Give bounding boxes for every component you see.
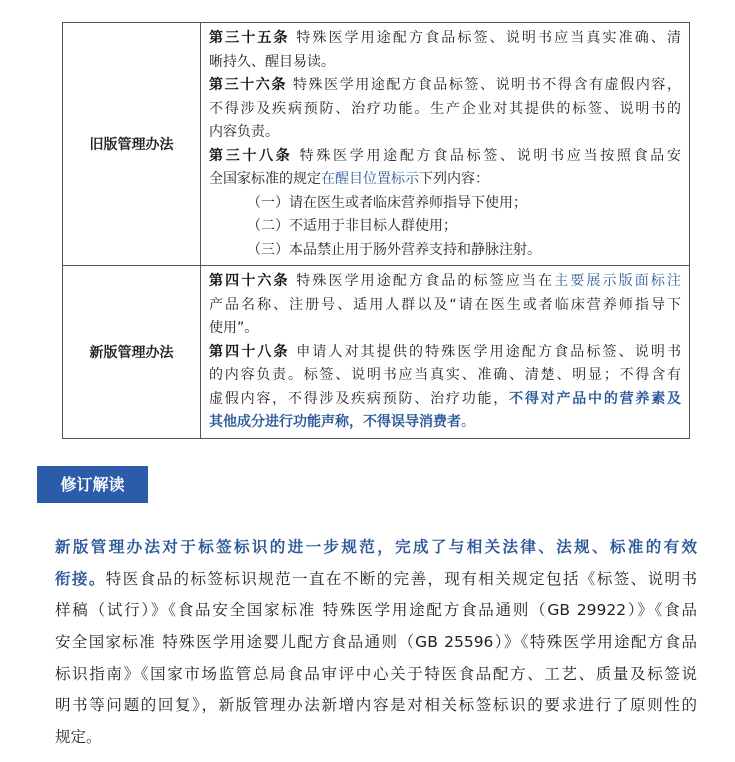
text-line xyxy=(209,270,681,294)
text-line xyxy=(209,145,681,169)
text-segment: 标识指南》《国家市场监管总局食品审评中心关于特医食品配方、工艺、质量及标签说 xyxy=(55,664,697,683)
text-line xyxy=(209,317,681,341)
text-line xyxy=(209,411,681,435)
text-line xyxy=(209,215,681,239)
text-line xyxy=(55,532,697,564)
text-line xyxy=(209,74,681,98)
text-segment: 规定。 xyxy=(55,728,102,747)
text-line xyxy=(209,239,681,263)
row-label-new: 新版管理办法 xyxy=(63,266,201,439)
text-line xyxy=(55,595,697,627)
text-segment: （二）不适用于非目标人群使用； xyxy=(247,218,457,234)
highlighted-text: 衔接。 xyxy=(55,569,106,588)
text-line xyxy=(55,659,697,691)
text-line xyxy=(209,51,681,75)
highlighted-text: 在醒目位置标示 xyxy=(321,171,419,187)
text-segment: 产品名称、注册号、适用人群以及“请在医生或者临床营养师指导下 xyxy=(209,296,681,313)
text-segment: 特殊医学用途配方食品标签、说明书应当真实准确、清 xyxy=(289,30,682,46)
text-line xyxy=(209,364,681,388)
text-line xyxy=(55,564,697,596)
text-segment: 使用”。 xyxy=(209,320,259,336)
text-line xyxy=(209,27,681,51)
text-segment: 晰持久、醒目易读。 xyxy=(209,53,335,70)
text-segment: 安全国家标准 特殊医学用途婴儿配方食品通则（GB 25596）》《特殊医学用途配方食品 xyxy=(55,633,697,652)
text-line xyxy=(55,690,697,722)
text-segment: 。 xyxy=(461,414,475,430)
text-segment: 申请人对其提供的特殊医学用途配方食品标签、说明书 xyxy=(289,343,682,360)
highlighted-text: 新版管理办法对于标签标识的进一步规范，完成了与相关法律、法规、标准的有效 xyxy=(55,538,697,556)
text-segment: 明书等问题的回复》，新版管理办法新增内容是对相关标签标识的要求进行了原则性的 xyxy=(55,696,697,715)
text-segment: 特医食品的标签标识规范一直在不断的完善，现有相关规定包括《标签、说明书 xyxy=(105,569,697,588)
text-line xyxy=(209,121,681,145)
table-row-old xyxy=(63,23,690,266)
article-number: 第四十六条 xyxy=(209,273,290,289)
row-label-old: 旧版管理办法 xyxy=(63,23,201,266)
text-segment: （一）请在医生或者临床营养师指导下使用； xyxy=(247,194,527,211)
text-segment: 下列内容： xyxy=(419,171,489,187)
text-segment: 不得涉及疾病预防、治疗功能。生产企业对其提供的标签、说明书的 xyxy=(209,100,681,117)
text-line xyxy=(209,341,681,365)
section-header: 修订解读 xyxy=(37,466,148,503)
article-number: 第三十八条 xyxy=(209,147,293,164)
text-segment: 虚假内容，不得涉及疾病预防、治疗功能， xyxy=(209,390,510,407)
text-segment: （三）本品禁止用于肠外营养支持和静脉注射。 xyxy=(247,241,541,258)
text-line xyxy=(209,294,681,318)
article-number: 第四十八条 xyxy=(209,343,290,360)
text-segment: 全国家标准的规定 xyxy=(209,171,321,187)
table-row-new xyxy=(63,266,690,439)
comparison-table xyxy=(62,22,690,439)
text-line xyxy=(55,722,697,754)
text-line xyxy=(55,627,697,659)
text-line xyxy=(209,98,681,122)
text-segment: 特殊医学用途配方食品的标签应当在 xyxy=(289,273,555,289)
text-segment: 特殊医学用途配方食品标签、说明书应当按照食品安 xyxy=(292,147,682,164)
row-content-new xyxy=(201,266,690,439)
highlighted-text: 主要展示版面标注 xyxy=(554,273,682,289)
highlighted-text: 其他成分进行功能声称，不得误导消费者 xyxy=(209,414,461,430)
text-segment: 样稿（试行）》《食品安全国家标准 特殊医学用途配方食品通则（GB 29922）》《食品 xyxy=(55,601,697,620)
text-segment: 特殊医学用途配方食品标签、说明书不得含有虚假内容， xyxy=(286,77,682,93)
article-number: 第三十五条 xyxy=(209,30,290,46)
text-line xyxy=(209,388,681,412)
text-line xyxy=(209,192,681,216)
article-number: 第三十六条 xyxy=(209,77,287,93)
highlighted-text: 不得对产品中的营养素及 xyxy=(509,390,682,407)
row-content-old xyxy=(201,23,690,266)
text-line xyxy=(209,168,681,192)
text-segment: 的内容负责。标签、说明书应当真实、准确、清楚、明显；不得含有 xyxy=(209,367,681,383)
text-segment: 内容负责。 xyxy=(209,124,279,140)
interpretation-paragraph xyxy=(55,532,697,754)
